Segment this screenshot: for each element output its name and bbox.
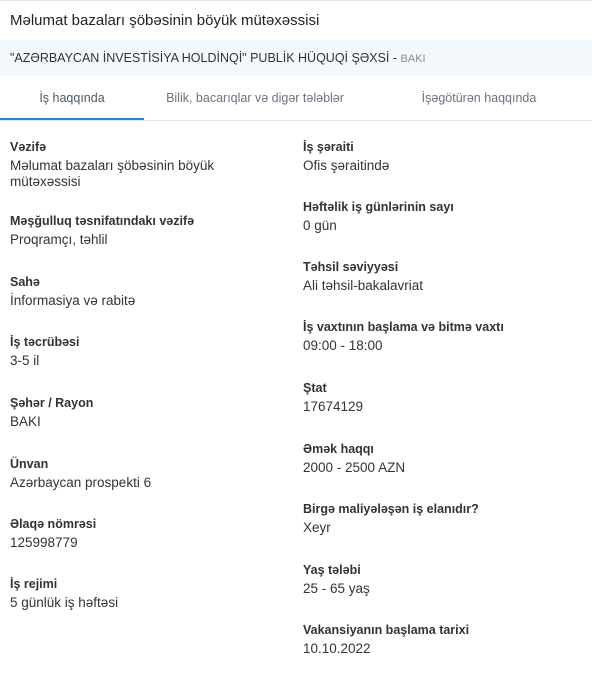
field-value: 3-5 il xyxy=(10,353,40,368)
field-cofinanced xyxy=(303,501,583,536)
field-salary xyxy=(303,441,583,476)
field-contact-number xyxy=(10,516,280,551)
field-value: 2000 - 2500 AZN xyxy=(303,460,406,475)
active-tab-indicator xyxy=(0,118,144,120)
field-label: Əlaqə nömrəsi xyxy=(10,517,97,531)
tab-bar xyxy=(0,76,592,121)
field-value: 25 - 65 yaş xyxy=(303,581,370,596)
field-label: Ünvan xyxy=(10,457,49,471)
tab-about-employer[interactable]: İşəgötürən haqqında xyxy=(421,91,537,105)
field-value: 5 günlük iş həftəsi xyxy=(10,595,119,610)
field-city xyxy=(10,395,280,430)
field-value: 09:00 - 18:00 xyxy=(303,338,383,353)
field-value: Azərbaycan prospekti 6 xyxy=(10,475,152,490)
field-value: Ali təhsil-bakalavriat xyxy=(303,278,424,293)
organization-bar xyxy=(0,40,592,76)
field-label: Birgə maliyələşən iş elanıdır? xyxy=(303,502,479,516)
field-sector xyxy=(10,274,280,309)
field-value: Proqramçı, təhlil xyxy=(10,232,108,247)
field-label: Sahə xyxy=(10,275,40,289)
field-value: 17674129 xyxy=(303,399,364,414)
field-value: 10.10.2022 xyxy=(303,641,371,656)
field-weekly-workdays xyxy=(303,199,583,234)
vacancy-title: Məlumat bazaları şöbəsinin böyük mütəxəssisi xyxy=(0,0,592,40)
field-classification-position xyxy=(10,213,280,248)
field-label: İş təcrübəsi xyxy=(10,335,80,349)
field-value: 0 gün xyxy=(303,218,337,233)
field-label: Vəzifə xyxy=(10,140,47,154)
field-vacancy-start-date xyxy=(303,622,583,657)
field-label: Vakansiyanın başlama tarixi xyxy=(303,623,470,637)
field-label: İş şəraiti xyxy=(303,140,354,154)
tab-about-job[interactable]: İş haqqında xyxy=(39,91,105,105)
organization-name[interactable]: "AZƏRBAYCAN İNVESTİSİYA HOLDİNQİ" PUBLİK HÜQUQİ ŞƏXSİ - xyxy=(10,51,398,65)
field-work-conditions xyxy=(303,139,583,174)
field-label: Əmək haqqı xyxy=(303,442,374,456)
field-address xyxy=(10,456,280,491)
field-label: İş vaxtının başlama və bitmə vaxtı xyxy=(303,320,504,334)
tab-skills-requirements[interactable]: Bilik, bacarıqlar və digər tələblər xyxy=(166,91,344,105)
field-position xyxy=(10,139,280,190)
field-label: Təhsil səviyyəsi xyxy=(303,260,399,274)
field-label: İş rejimi xyxy=(10,577,58,591)
field-label: Məşğulluq təsnifatındakı vəzifə xyxy=(10,214,195,228)
field-label: Yaş tələbi xyxy=(303,563,361,577)
field-value: Məlumat bazaları şöbəsinin böyük mütəxəssisi xyxy=(10,158,215,189)
field-education-level xyxy=(303,259,583,294)
field-work-mode xyxy=(10,576,280,611)
organization-city: BAKI xyxy=(400,53,426,65)
field-age-requirement xyxy=(303,562,583,597)
field-value: Ofis şəraitində xyxy=(303,158,390,173)
field-label: Şəhər / Rayon xyxy=(10,396,94,410)
field-staff-id xyxy=(303,380,583,415)
field-label: Ştat xyxy=(303,381,327,395)
field-experience xyxy=(10,334,280,369)
field-value: BAKI xyxy=(10,414,41,429)
field-value: Xeyr xyxy=(303,520,331,535)
field-working-hours xyxy=(303,319,583,354)
field-value: İnformasiya və rabitə xyxy=(10,293,136,308)
field-value: 125998779 xyxy=(10,535,78,550)
field-label: Həftəlik iş günlərinin sayı xyxy=(303,200,454,214)
